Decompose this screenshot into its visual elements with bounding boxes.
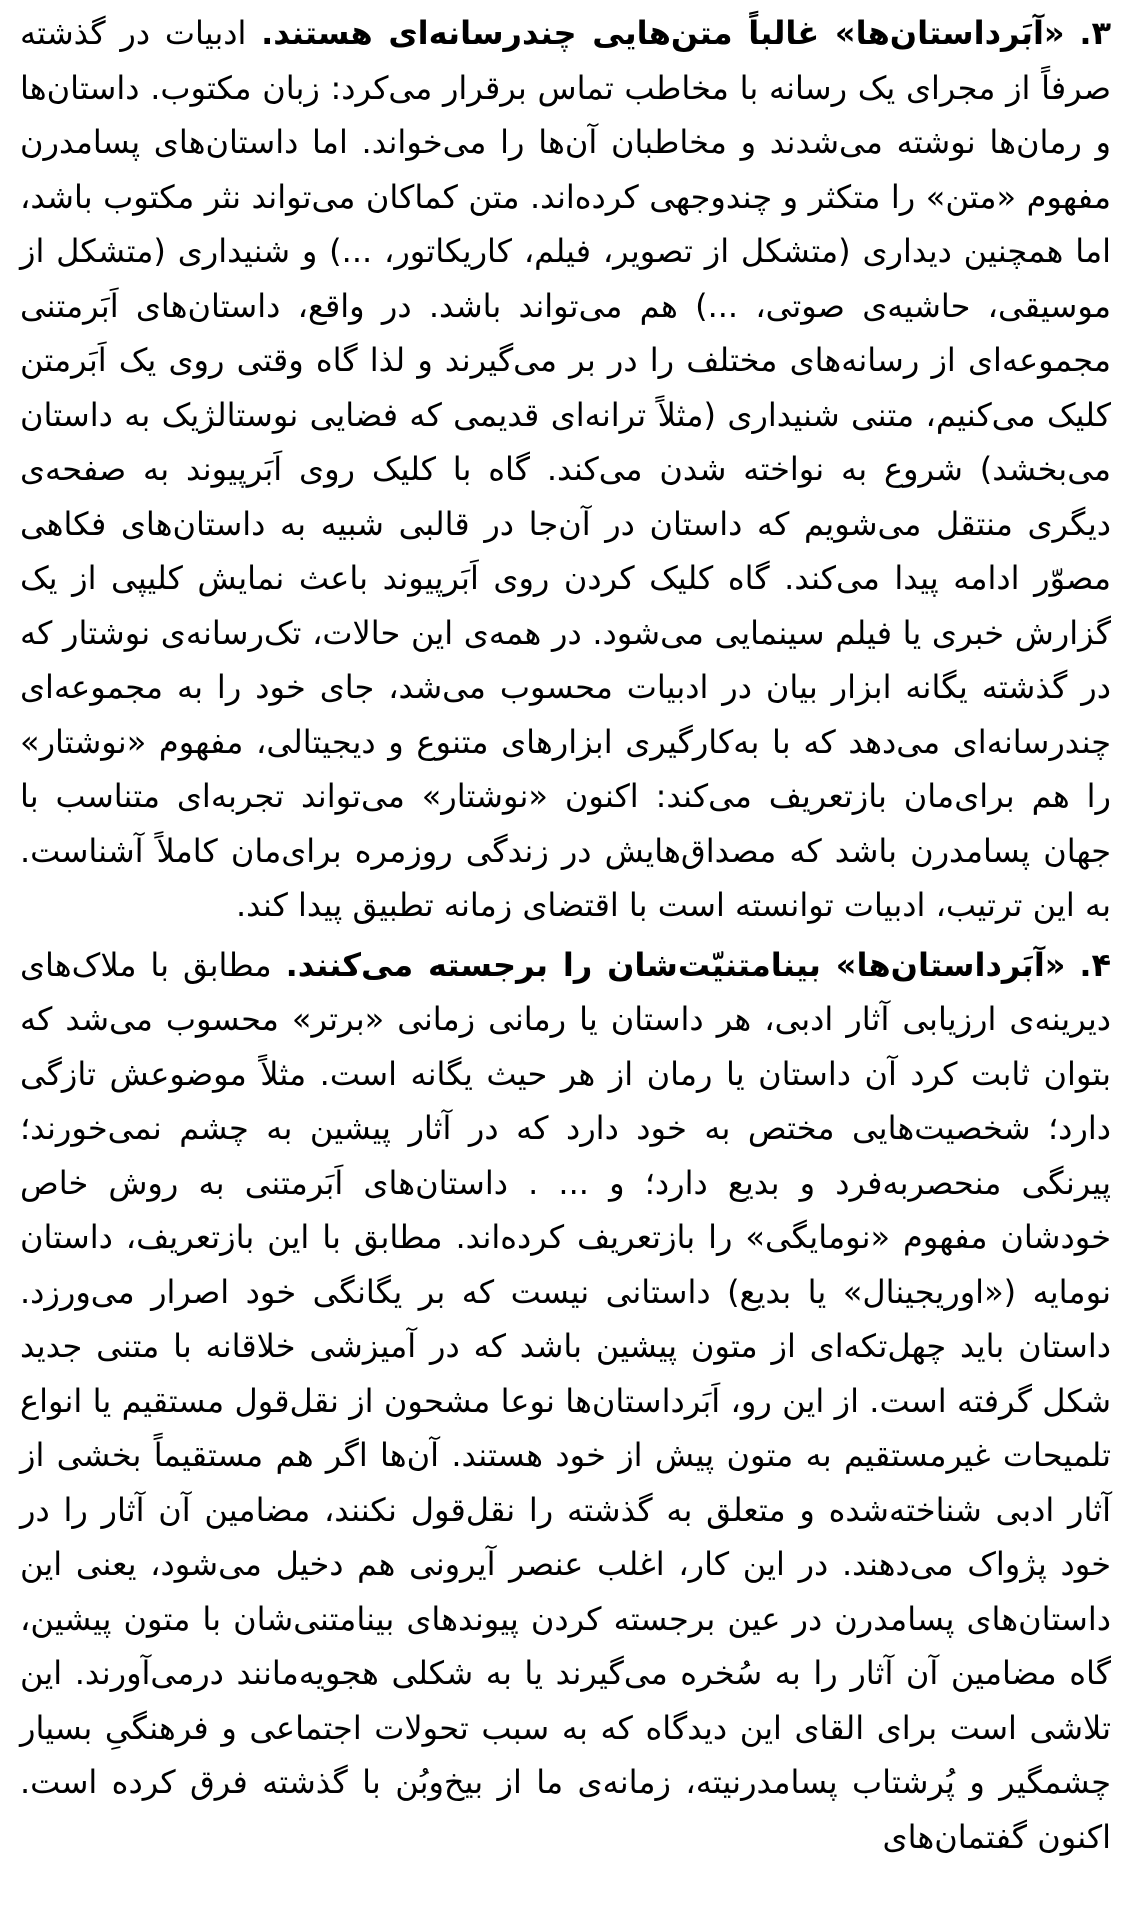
paragraph-4-number: ۴. [1079,945,1112,984]
paragraph-3-body: ادبیات در گذشته صرفاً از مجرای یک رسانه با مخاطب تماس برقرار می‌کرد: زبان مکتوب. داستان‌ها و رمان‌ها نوشته می‌شدند و مخاطبان آن‌ها را می‌خواند. اما داستان‌های پسامدرن مفهوم «متن» را متکثر و چندوجهی کرده‌اند. متن کماکان می‌تواند نثر مکتوب باشد، اما همچنین دیداری (متشکل از تصویر، فیلم، کاریکاتور، ...) و شنیداری (متشکل از موسیقی، حاشیه‌ی صوتی، ...) هم می‌تواند باشد. در واقع، داستان‌های اَبَرمتنی مجموعه‌ای از رسانه‌های مختلف را در بر می‌گیرند و لذا گاه وقتی روی یک اَبَرمتن کلیک می‌کنیم، متنی شنیداری (مثلاً ترانه‌ای قدیمی که فضایی نوستالژیک به داستان می‌بخشد) شروع به نواخته شدن می‌کند. گاه با کلیک روی اَبَرپیوند به صفحه‌ی دیگری منتقل می‌شویم که داستان در آن‌جا در قالبی شبیه به داستان‌های فکاهی مصوّر ادامه پیدا می‌کند. گاه کلیک کردن روی اَبَرپیوند باعث نمایش کلیپی از یک گزارش خبری یا فیلم سینمایی می‌شود. در همه‌ی این حالات، تک‌رسانه‌ی نوشتار که در گذشته یگانه ابزار بیان در ادبیات محسوب می‌شد، جای خود را به مجموعه‌ای چندرسانه‌ای می‌دهد که با به‌کارگیری ابزارهای متنوع و دیجیتالی، مفهوم «نوشتار» را هم برای‌مان بازتعریف می‌کند: اکنون «نوشتار» می‌تواند تجربه‌ای متناسب با جهان پسامدرن باشد که مصداق‌هایش در زندگی روزمره برای‌مان کاملاً آشناست. به این ترتیب، ادبیات توانسته است با اقتضای زمانه تطبیق پیدا کند. [20,14,1111,924]
paragraph-3-number: ۳. [1079,14,1112,52]
paragraph-4-body: مطابق با ملاک‌های دیرینه‌ی ارزیابی آثار ادبی، هر داستان یا رمانی زمانی «برتر» محسوب می‌شد که بتوان ثابت کرد آن داستان یا رمان از هر حیث یگانه است. مثلاً موضوعش تازگی دارد؛ شخصیت‌هایی مختص به خود دارد که در آثار پیشین به چشم نمی‌خورند؛ پیرنگی منحصربه‌فرد و بدیع دارد؛ و ... . داستان‌های اَبَرمتنی به روش خاص خودشان مفهوم «نومایگی» را بازتعریف کرده‌اند. مطابق با این بازتعریف، داستان نومایه («اوریجینال» یا بدیع) داستانی نیست که بر یگانگی خود اصرار می‌ورزد. داستان باید چهل‌تکه‌ای از متون پیشین باشد که در آمیزشی خلاقانه با متنی جدید شکل گرفته است. از این رو، اَبَرداستان‌ها نوعا مشحون از نقل‌قول مستقیم یا انواع تلمیحات غیرمستقیم به متون پیش از خود هستند. آن‌ها اگر هم مستقیماً بخشی از آثار ادبی شناخته‌شده و متعلق به گذشته را نقل‌قول نکنند، مضامین آن آثار را در خود پژواک می‌دهند. در این کار، اغلب عنصر آیرونی هم دخیل می‌شود، یعنی این داستان‌های پسامدرن در عین برجسته کردن پیوندهای بینامتنی‌شان با متون پیشین، گاه مضامین آن آثار را به سُخره می‌گیرند یا به شکلی هجویه‌مانند درمی‌آورند. این تلاشی است برای القای این دیدگاه که به سبب تحولات اجتماعی و فرهنگیِ بسیار چشمگیر و پُرشتاب پسامدرنیته، زمانه‌ی ما از بیخ‌وبُن با گذشته فرق کرده است. اکنون گفتمان‌های [20,945,1111,1856]
paragraph-4 [20,938,1111,1865]
paragraph-3-heading: «آبَرداستان‌ها» غالباً متن‌هایی چندرسانه‌ای هستند. [261,14,1065,52]
paragraph-3 [20,6,1111,933]
paragraph-4-heading: «آبَرداستان‌ها» بینامتنیّت‌شان را برجسته می‌کنند. [285,945,1066,984]
